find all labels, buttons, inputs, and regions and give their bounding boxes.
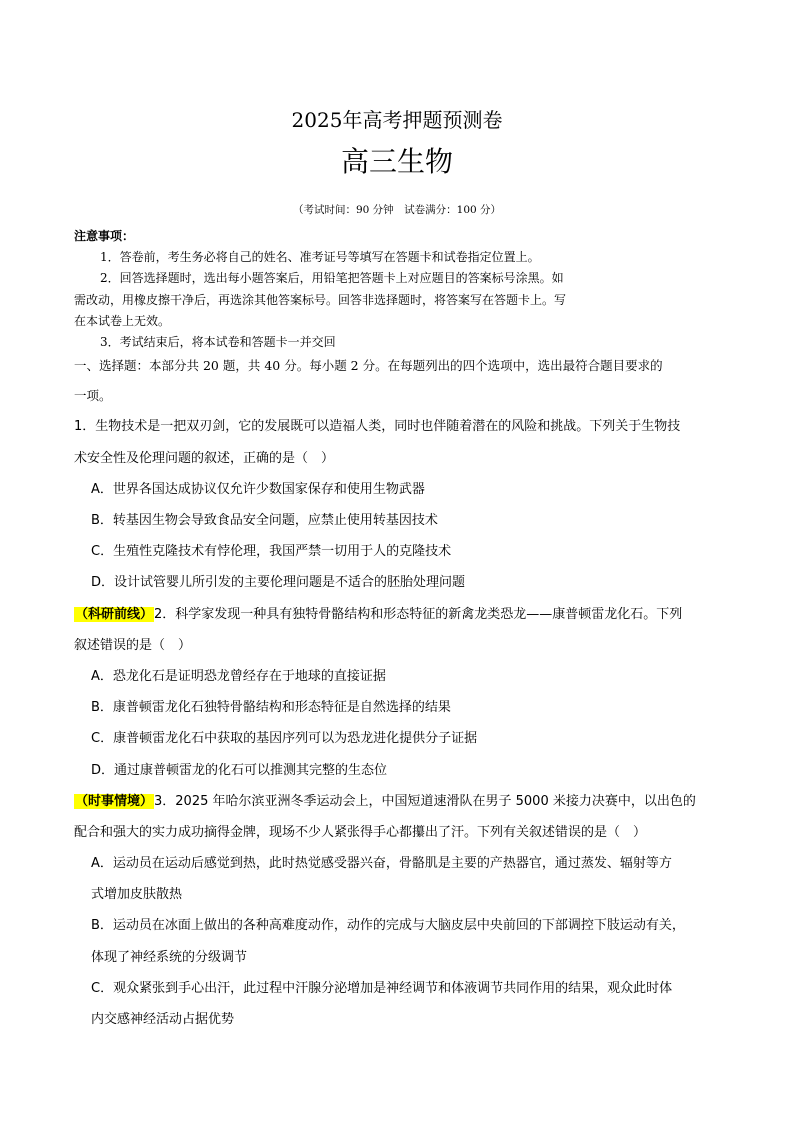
- question-3-option-a-line-1: A．运动员在运动后感觉到热，此时热觉感受器兴奋，骨骼肌是主要的产热器官，通过蒸发、辐射等方: [91, 856, 672, 871]
- question-1-option-c: C．生殖性克隆技术有悖伦理，我国严禁一切用于人的克隆技术: [91, 544, 452, 559]
- question-2-option-c: C．康普顿雷龙化石中获取的基因序列可以为恐龙进化提供分子证据: [91, 731, 478, 746]
- section-heading-line-2: 一项。: [74, 388, 112, 403]
- question-1-option-b: B．转基因生物会导致食品安全问题，应禁止使用转基因技术: [91, 513, 438, 528]
- question-3-tag: （时事情境）: [75, 794, 154, 809]
- question-3-option-b-line-2: 体现了神经系统的分级调节: [91, 950, 248, 965]
- question-3-option-c-line-1: C．观众紧张到手心出汗，此过程中汗腺分泌增加是神经调节和体液调节共同作用的结果，观众此时体: [91, 981, 673, 996]
- question-3-option-c-line-2: 内交感神经活动占据优势: [91, 1012, 235, 1027]
- question-3-option-b-line-1: B．运动员在冰面上做出的各种高难度动作，动作的完成与大脑皮层中央前回的下部调控下肢运动有关，: [91, 918, 685, 933]
- question-2-option-b: B．康普顿雷龙化石独特骨骼结构和形态特征是自然选择的结果: [91, 700, 451, 715]
- question-2-stem-line-1: [74, 603, 682, 622]
- question-1-option-a: A．世界各国达成协议仅允许少数国家保存和使用生物武器: [91, 482, 425, 497]
- exam-info: （考试时间：90 分钟 试卷满分：100 分）: [292, 204, 502, 216]
- notice-item-3: 3．考试结束后，将本试卷和答题卡一并交回: [100, 335, 336, 349]
- question-3-stem-line-1: [74, 790, 696, 809]
- question-3-stem-line-2: 配合和强大的实力成功摘得金牌，现场不少人紧张得手心都攥出了汗。下列有关叙述错误的是（ ）: [74, 825, 647, 840]
- question-2-stem-line-2: 叙述错误的是（ ）: [74, 638, 192, 653]
- notice-item-1: 1．答卷前，考生务必将自己的姓名、准考证号等填写在答题卡和试卷指定位置上。: [100, 250, 540, 264]
- question-1-stem-line-2: 术安全性及伦理问题的叙述，正确的是（ ）: [74, 451, 335, 466]
- question-1-option-d: D．设计试管婴儿所引发的主要伦理问题是不适合的胚胎处理问题: [91, 575, 466, 590]
- question-2-tag: （科研前线）: [75, 607, 154, 622]
- section-heading-line-1: 一、选择题：本部分共 20 题，共 40 分。每小题 2 分。在每题列出的四个选项中，选出最符合题目要求的: [74, 358, 663, 373]
- question-3-stem-text: 3．2025 年哈尔滨亚洲冬季运动会上，中国短道速滑队在男子 5000 米接力决赛中，以出色的: [154, 794, 696, 809]
- question-2-stem-text: 2．科学家发现一种具有独特骨骼结构和形态特征的新禽龙类恐龙——康普顿雷龙化石。下列: [154, 607, 683, 622]
- notice-heading: 注意事项：: [74, 229, 135, 243]
- exam-title: 2025年高考押题预测卷: [291, 108, 503, 132]
- subject-title: 高三生物: [340, 145, 453, 178]
- question-3-option-a-line-2: 式增加皮肤散热: [91, 887, 183, 902]
- question-2-option-a: A．恐龙化石是证明恐龙曾经存在于地球的直接证据: [91, 669, 386, 684]
- notice-item-2-line-2: 需改动，用橡皮擦干净后，再选涂其他答案标号。回答非选择题时，将答案写在答题卡上。写: [74, 293, 567, 307]
- notice-item-2-line-1: 2．回答选择题时，选出每小题答案后，用铅笔把答题卡上对应题目的答案标号涂黑。如: [100, 271, 564, 285]
- notice-item-2-line-3: 在本试卷上无效。: [74, 314, 171, 328]
- question-1-stem-line-1: 1．生物技术是一把双刃剑，它的发展既可以造福人类，同时也伴随着潜在的风险和挑战。下列关于生物技: [74, 419, 681, 434]
- question-2-option-d: D．通过康普顿雷龙的化石可以推测其完整的生态位: [91, 763, 388, 778]
